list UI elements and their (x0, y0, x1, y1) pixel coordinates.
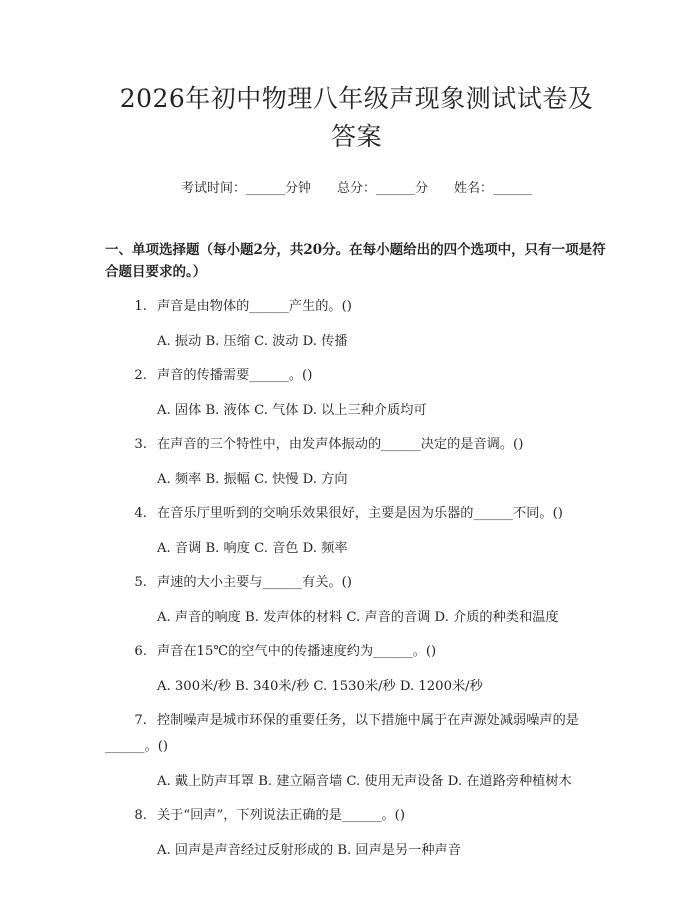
question-options: A. 回声是声音经过反射形成的 B. 回声是另一种声音 (157, 843, 461, 858)
question-3 (105, 435, 608, 490)
question-text: 声音在15℃的空气中的传播速度约为______。() (157, 644, 437, 659)
exam-info (105, 177, 608, 196)
question-7 (105, 711, 608, 792)
question-number: 5. (134, 575, 147, 590)
question-5 (105, 573, 608, 628)
question-number: 6. (134, 644, 147, 659)
question-number: 1. (134, 299, 147, 314)
question-8 (105, 806, 608, 861)
question-text: 声速的大小主要与______有关。() (157, 575, 352, 590)
exam-name: 姓名：______ (454, 181, 533, 196)
question-text-continued: ______。() (105, 739, 169, 754)
question-text: 关于“回声”，下列说法正确的是______。() (157, 808, 405, 823)
question-6 (105, 642, 608, 697)
exam-time: 考试时间：______分钟 (180, 181, 311, 196)
question-2 (105, 366, 608, 421)
question-text: 在声音的三个特性中，由发声体振动的______决定的是音调。() (157, 437, 524, 452)
document-title: 2026年初中物理八年级声现象测试试卷及答案 (119, 84, 594, 151)
question-1 (105, 297, 608, 352)
exam-score: 总分：______分 (336, 181, 428, 196)
question-number: 2. (134, 368, 147, 383)
question-options: A. 固体 B. 液体 C. 气体 D. 以上三种介质均可 (157, 403, 427, 418)
question-4 (105, 504, 608, 559)
section-heading: 一、单项选择题（每小题2分，共20分。在每小题给出的四个选项中，只有一项是符合题目要求的。） (105, 242, 606, 280)
question-text: 在音乐厅里听到的交响乐效果很好，主要是因为乐器的______不同。() (157, 506, 563, 521)
question-options: A. 声音的响度 B. 发声体的材料 C. 声音的音调 D. 介质的种类和温度 (157, 610, 559, 625)
question-text: 声音是由物体的______产生的。() (157, 299, 352, 314)
question-options: A. 振动 B. 压缩 C. 波动 D. 传播 (157, 334, 348, 349)
question-text: 声音的传播需要______。() (157, 368, 313, 383)
question-options: A. 频率 B. 振幅 C. 快慢 D. 方向 (157, 472, 348, 487)
question-text: 控制噪声是城市环保的重要任务，以下措施中属于在声源处减弱噪声的是 (157, 713, 579, 728)
question-number: 3. (134, 437, 147, 452)
question-number: 7. (134, 713, 147, 728)
question-number: 8. (134, 808, 147, 823)
question-options: A. 300米/秒 B. 340米/秒 C. 1530米/秒 D. 1200米/秒 (157, 679, 483, 694)
question-number: 4. (134, 506, 147, 521)
question-options: A. 音调 B. 响度 C. 音色 D. 频率 (157, 541, 348, 556)
question-options: A. 戴上防声耳罩 B. 建立隔音墙 C. 使用无声设备 D. 在道路旁种植树木 (157, 774, 572, 789)
